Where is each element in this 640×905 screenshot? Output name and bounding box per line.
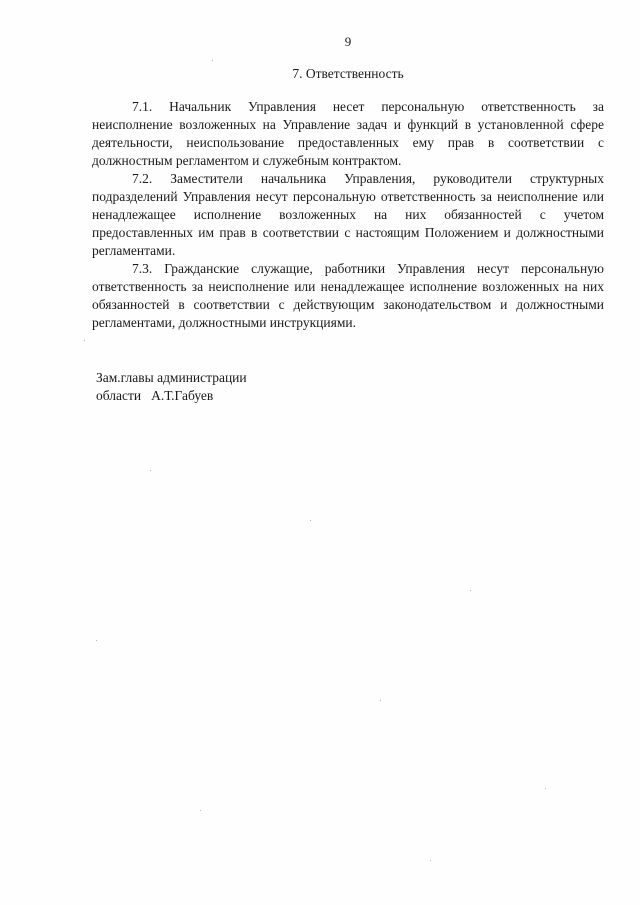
scan-speck: [212, 60, 213, 61]
page-number: 9: [344, 34, 352, 49]
signatory-position-line2: области: [96, 388, 142, 403]
section-title: 7. Ответственность: [292, 66, 404, 81]
scan-speck: [96, 640, 97, 641]
signatory-position-line1: Зам.главы администрации: [96, 370, 247, 385]
scan-speck: [200, 810, 201, 811]
scan-speck: [430, 860, 431, 861]
scan-speck: [470, 590, 471, 591]
signatory-line2: [96, 387, 247, 405]
scan-speck: [84, 340, 85, 341]
paragraph-7-1: 7.1. Начальник Управления несет персональную ответственность за неисполнение возложенных на Управление задач и функций в установленной сфере деятельности, неиспользование предоставленных ему прав в соответствии с должностным регламентом и служебным контрактом.: [92, 99, 604, 168]
paragraph-7-2: 7.2. Заместители начальника Управления, руководители структурных подразделений Управления несут персональную ответственность за неисполнение или ненадлежащее исполнение возложенных на них обязанностей с учетом предоставленных им прав в соответствии с настоящим Положением и должностными регламентами.: [92, 171, 604, 258]
scan-speck: [545, 788, 546, 789]
paragraph-7-3: 7.3. Гражданские служащие, работники Управления несут персональную ответственность за неисполнение или ненадлежащее исполнение возложенных на них обязанностей в соответствии с действующим законодательством и должностными регламентами, должностными инструкциями.: [92, 261, 604, 330]
scan-speck: [150, 470, 151, 471]
scan-speck: [380, 700, 381, 701]
signatory-name: А.Т.Габуев: [151, 388, 214, 403]
signature-block: [96, 369, 247, 405]
scan-speck: [310, 520, 311, 521]
section-body: [92, 98, 604, 332]
